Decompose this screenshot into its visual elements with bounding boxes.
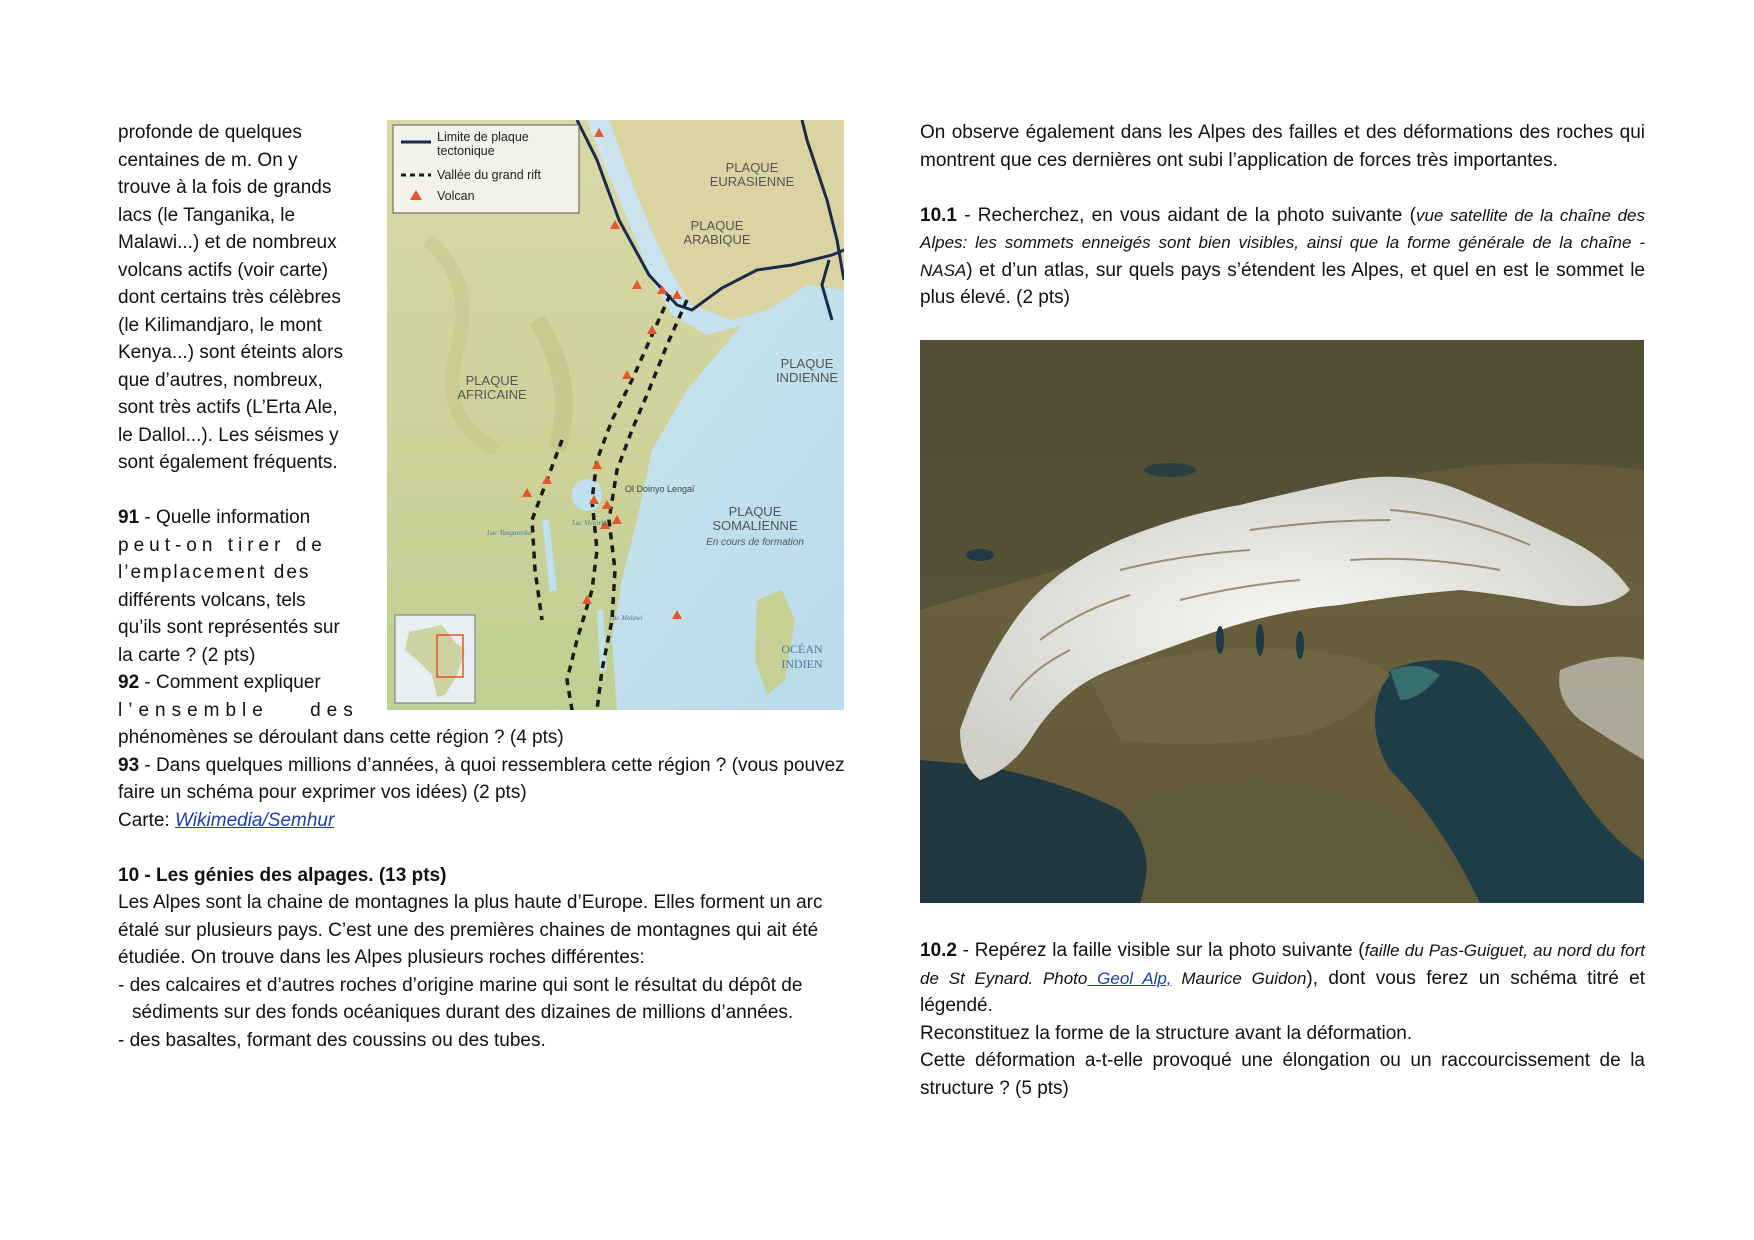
- question-text: l’ensemble des: [118, 699, 359, 721]
- question-text: phénomènes se déroulant dans cette région ? (4 pts): [118, 727, 564, 748]
- question-93: [118, 752, 848, 807]
- right-column: [920, 119, 1645, 312]
- intro-line: volcans actifs (voir carte): [118, 259, 329, 281]
- intro-line: sont très actifs (L’Erta Ale,: [118, 397, 338, 418]
- question-text: peut-on tirer de: [118, 534, 327, 556]
- list-item: - des basaltes, formant des coussins ou des tubes.: [118, 1029, 546, 1051]
- intro-line: le Dallol...). Les séismes y: [118, 424, 339, 446]
- lake-label: Lac Tanganyika: [487, 529, 532, 537]
- intro-line: Malawi...) et de nombreux: [118, 232, 337, 253]
- legend-volcano-label: Volcan: [437, 189, 475, 203]
- intro-paragraph: On observe également dans les Alpes des failles et des déformations des roches qui montrent que ces dernières ont subi l’application de forces très importantes.: [920, 122, 1645, 171]
- geol-alp-link[interactable]: Geol Alp,: [1087, 968, 1172, 988]
- intro-line: trouve à la fois de grands: [118, 177, 332, 198]
- intro-line: sont également fréquents.: [118, 452, 338, 473]
- lake-label: Lac Victoria: [572, 519, 607, 527]
- plate-label: EURASIENNE: [709, 174, 795, 189]
- lake-label: Lac Malawi: [609, 614, 643, 622]
- plate-label: PLAQUE: [725, 160, 779, 175]
- ocean-label: INDIEN: [781, 657, 823, 671]
- question-text: - Comment expliquer: [139, 672, 321, 693]
- question-text: Cette déformation a-t-elle provoqué une élongation ou un raccourcissement de la structure ? (5 pts): [920, 1050, 1645, 1099]
- plate-label: INDIENNE: [775, 370, 839, 385]
- question-text: la carte ? (2 pts): [118, 644, 256, 666]
- intro-line: profonde de quelques: [118, 122, 302, 143]
- ocean-label: OCÉAN: [781, 642, 823, 656]
- question-text: qu’ils sont représentés sur: [118, 617, 340, 638]
- question-text: l’emplacement des: [118, 562, 311, 583]
- section-title: 10 - Les génies des alpages. (13 pts): [118, 864, 447, 886]
- question-number: 10.2: [920, 940, 957, 961]
- plate-label: SOMALIENNE: [712, 518, 798, 533]
- plate-note: En cours de formation: [706, 537, 804, 548]
- question-text: - Dans quelques millions d’années, à quoi ressemblera cette région ? (vous pouvez faire un schéma pour exprimer vos idées) (2 pts): [118, 754, 845, 803]
- intro-line: lacs (le Tanganika, le: [118, 204, 296, 226]
- legend-plate-label: Limite de plaque: [437, 130, 529, 144]
- question-10-2: 10.2 - Repérez la faille visible sur la photo suivante (faille du Pas-Guiguet, au nord du fort de St Eynard. Photo Geol Alp, Maurice Guidon), dont vous ferez un schéma titré et légendé.: [920, 940, 1646, 1016]
- credit-link[interactable]: Wikimedia/Semhur: [175, 809, 335, 831]
- intro-line: Kenya...) sont éteints alors: [118, 342, 343, 363]
- intro-line: (le Kilimandjaro, le mont: [118, 314, 322, 336]
- question-10-2-block: [920, 937, 1645, 1102]
- intro-line: centaines de m. On y: [118, 149, 298, 171]
- lake-victoria: [572, 479, 602, 511]
- question-number: 93: [118, 754, 140, 776]
- question-text: différents volcans, tels: [118, 589, 306, 611]
- plate-label: PLAQUE: [465, 373, 519, 388]
- question-text: - Quelle information: [139, 507, 311, 528]
- question-number: 91: [118, 507, 140, 528]
- section-text: Les Alpes sont la chaine de montagnes la plus haute d’Europe. Elles forment un arc étalé sur plusieurs pays. C’est une des premières chaines de montagnes qui ait été étudiée. On trouve dans les Alpes plusieurs roches différentes:: [118, 892, 823, 968]
- plate-label: PLAQUE: [780, 356, 834, 371]
- question-text: Reconstituez la forme de la structure avant la déformation.: [920, 1022, 1413, 1044]
- plate-label: ARABIQUE: [683, 232, 751, 247]
- plate-label: AFRICAINE: [457, 387, 527, 402]
- list-item: - des calcaires et d’autres roches d’origine marine qui sont le résultat du dépôt de sédiments sur des fonds océaniques durant des dizaines de millions d’années.: [118, 974, 803, 1023]
- legend-plate-label: tectonique: [437, 144, 495, 158]
- plate-label: PLAQUE: [728, 504, 782, 519]
- question-number: 92: [118, 672, 140, 693]
- intro-line: que d’autres, nombreux,: [118, 369, 323, 391]
- legend-rift-label: Vallée du grand rift: [437, 168, 541, 182]
- alps-satellite-photo: [920, 340, 1644, 903]
- volcano-name: Ol Doinyo Lengaï: [625, 484, 695, 494]
- rift-map: [387, 120, 844, 710]
- question-number: 10.1: [920, 204, 957, 226]
- map-credit: Carte: Wikimedia/Semhur: [118, 809, 335, 831]
- intro-line: dont certains très célèbres: [118, 287, 341, 308]
- plate-label: PLAQUE: [690, 218, 744, 233]
- question-10-1: 10.1 - Recherchez, en vous aidant de la photo suivante (vue satellite de la chaîne des Alpes: les sommets enneigés sont bien visibles, ainsi que la forme générale de la chaîne - NASA) et d’un atlas, sur quels pays s’étendent les Alpes, et quel en est le sommet le plus élevé. (2 pts): [920, 204, 1646, 308]
